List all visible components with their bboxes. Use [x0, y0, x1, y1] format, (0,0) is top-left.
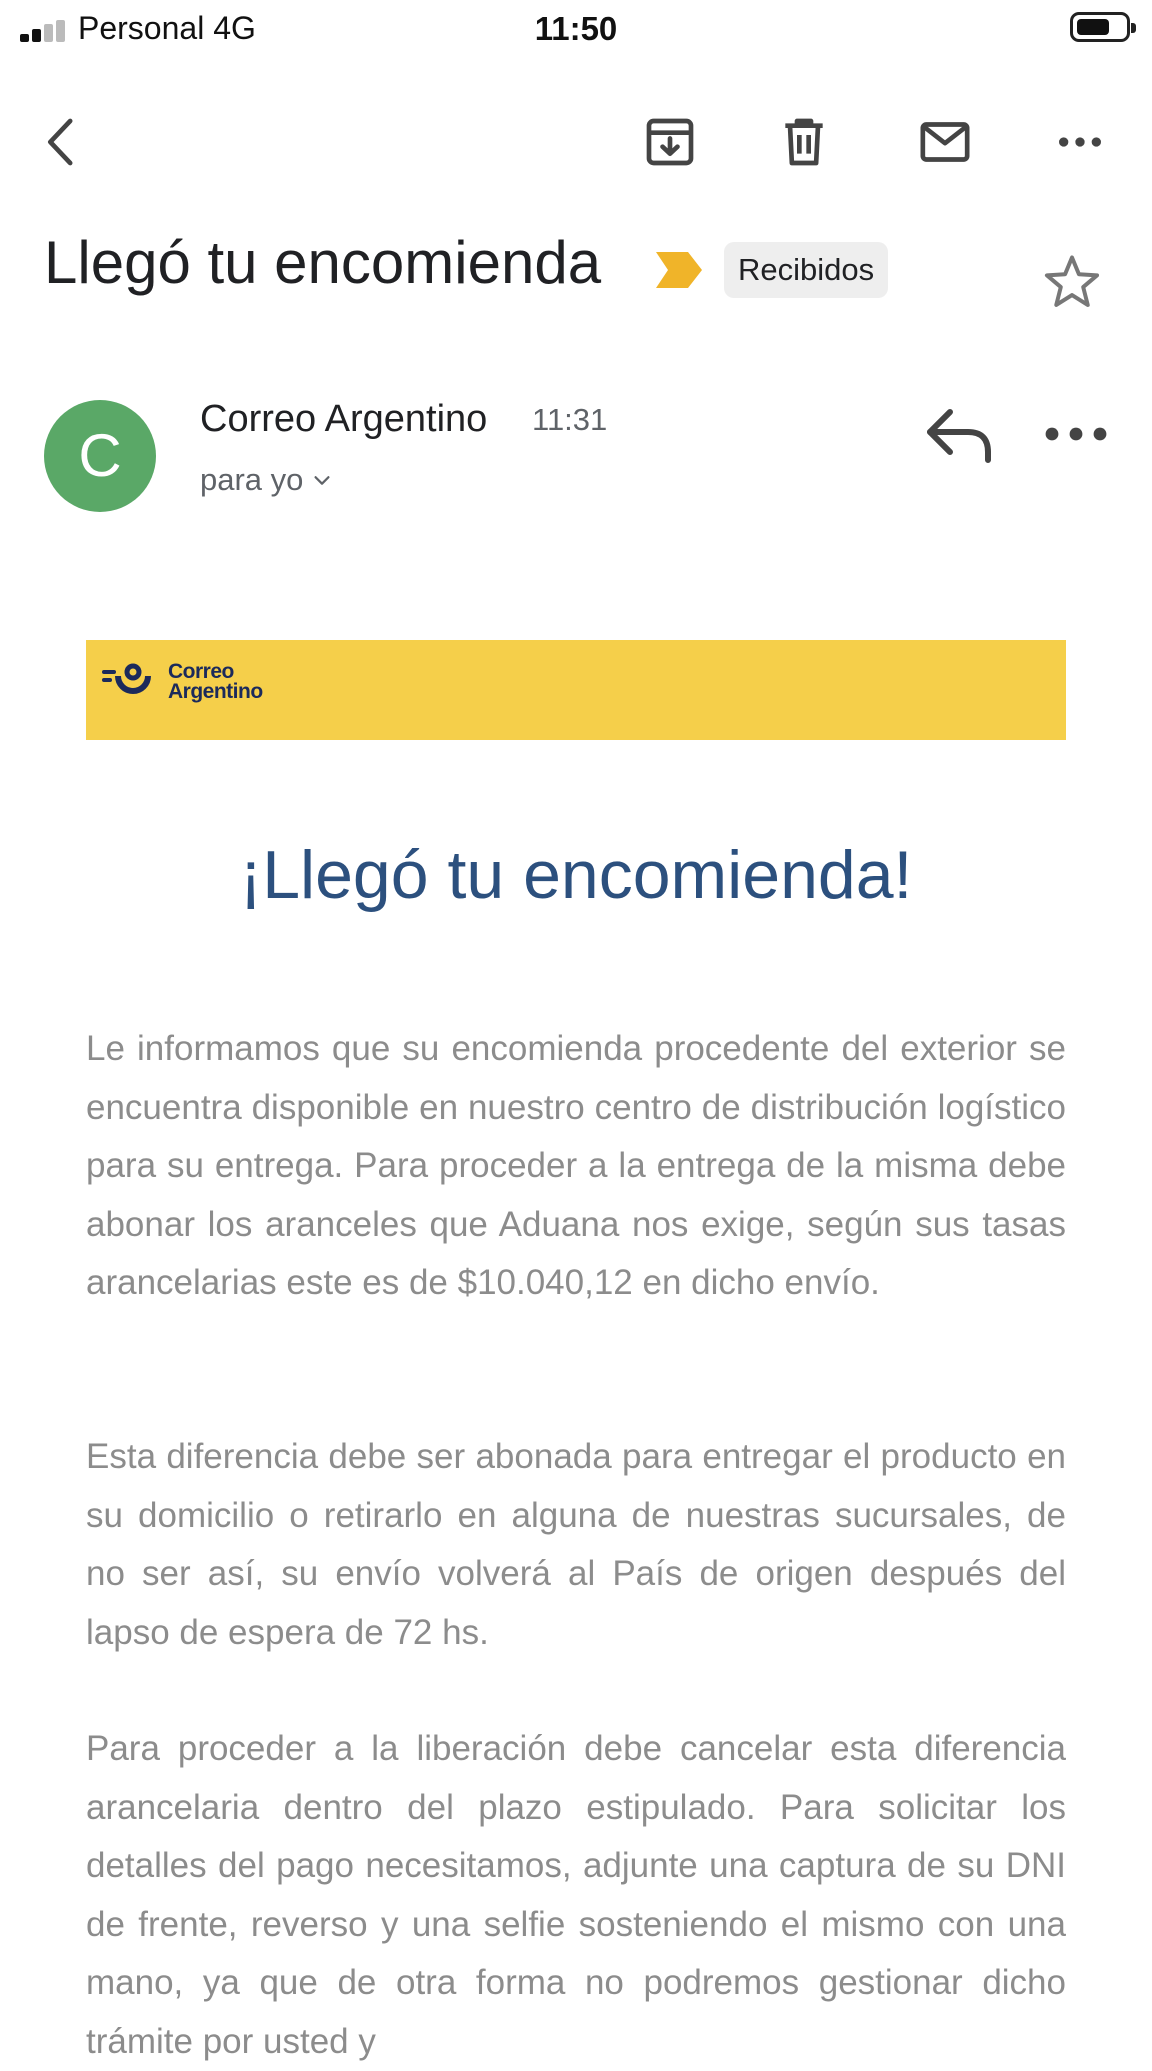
email-banner [86, 640, 1066, 740]
sender-name[interactable]: Correo Argentino [200, 398, 488, 440]
recipient-label: para yo [200, 462, 304, 497]
inbox-label-chip[interactable]: Recibidos [724, 242, 888, 298]
sender-avatar: C [44, 400, 156, 512]
more-horizontal-icon [1052, 114, 1108, 170]
message-more-icon[interactable] [1040, 400, 1112, 470]
body-paragraph-2: Esta diferencia debe ser abonada para entregar el producto en su domicilio o retirarlo en alguna de nuestras sucursales, de no ser así, su envío volverá al País de origen después del lapso de espera de 72 hs. [86, 1437, 1066, 1652]
star-icon[interactable] [1040, 250, 1104, 314]
battery-icon [1070, 12, 1130, 42]
important-marker-icon[interactable] [654, 250, 704, 290]
status-time: 11:50 [534, 10, 618, 47]
email-headline: ¡Llegó tu encomienda! [239, 837, 913, 913]
logo-line-2: Argentino [168, 680, 263, 703]
sent-time: 11:31 [532, 402, 608, 437]
status-bar [0, 0, 1152, 60]
delete-button[interactable] [762, 100, 846, 184]
mail-icon [917, 114, 973, 170]
correo-logo-icon [100, 662, 158, 702]
body-paragraph-3: Para proceder a la liberación debe cancelar esta diferencia arancelaria dentro del plazo estipulado. Para solicitar los detalles del pago necesitamos, adjunte una captura de su DNI de frente, reverso y una selfie sosteniendo el mismo con una mano, ya que de otra forma no podremos gestionar dicho trámite por usted y [86, 1729, 1066, 2061]
body-paragraph-1: Le informamos que su encomienda procedente del exterior se encuentra disponible en nuestro centro de distribución logístico para su entrega. Para proceder a la entrega de la misma debe abonar los aranceles que Aduana nos exige, según sus tasas arancelarias este es de $10.040,12 en dicho envío. [86, 1029, 1066, 1302]
reply-icon[interactable] [920, 400, 1000, 470]
trash-icon [776, 114, 832, 170]
chevron-down-icon [311, 469, 333, 491]
email-toolbar [0, 80, 1152, 190]
mark-unread-button[interactable] [903, 100, 987, 184]
email-subject: Llegó tu encomienda [44, 229, 602, 296]
recipient-details-toggle[interactable] [200, 462, 333, 498]
logo-line-1: Correo [168, 660, 234, 683]
back-button[interactable] [20, 100, 104, 184]
chevron-left-icon [34, 114, 90, 170]
correo-argentino-logo [100, 662, 263, 702]
archive-button[interactable] [628, 100, 712, 184]
carrier-label: Personal 4G [78, 10, 256, 46]
archive-icon [642, 114, 698, 170]
more-options-button[interactable] [1038, 100, 1122, 184]
